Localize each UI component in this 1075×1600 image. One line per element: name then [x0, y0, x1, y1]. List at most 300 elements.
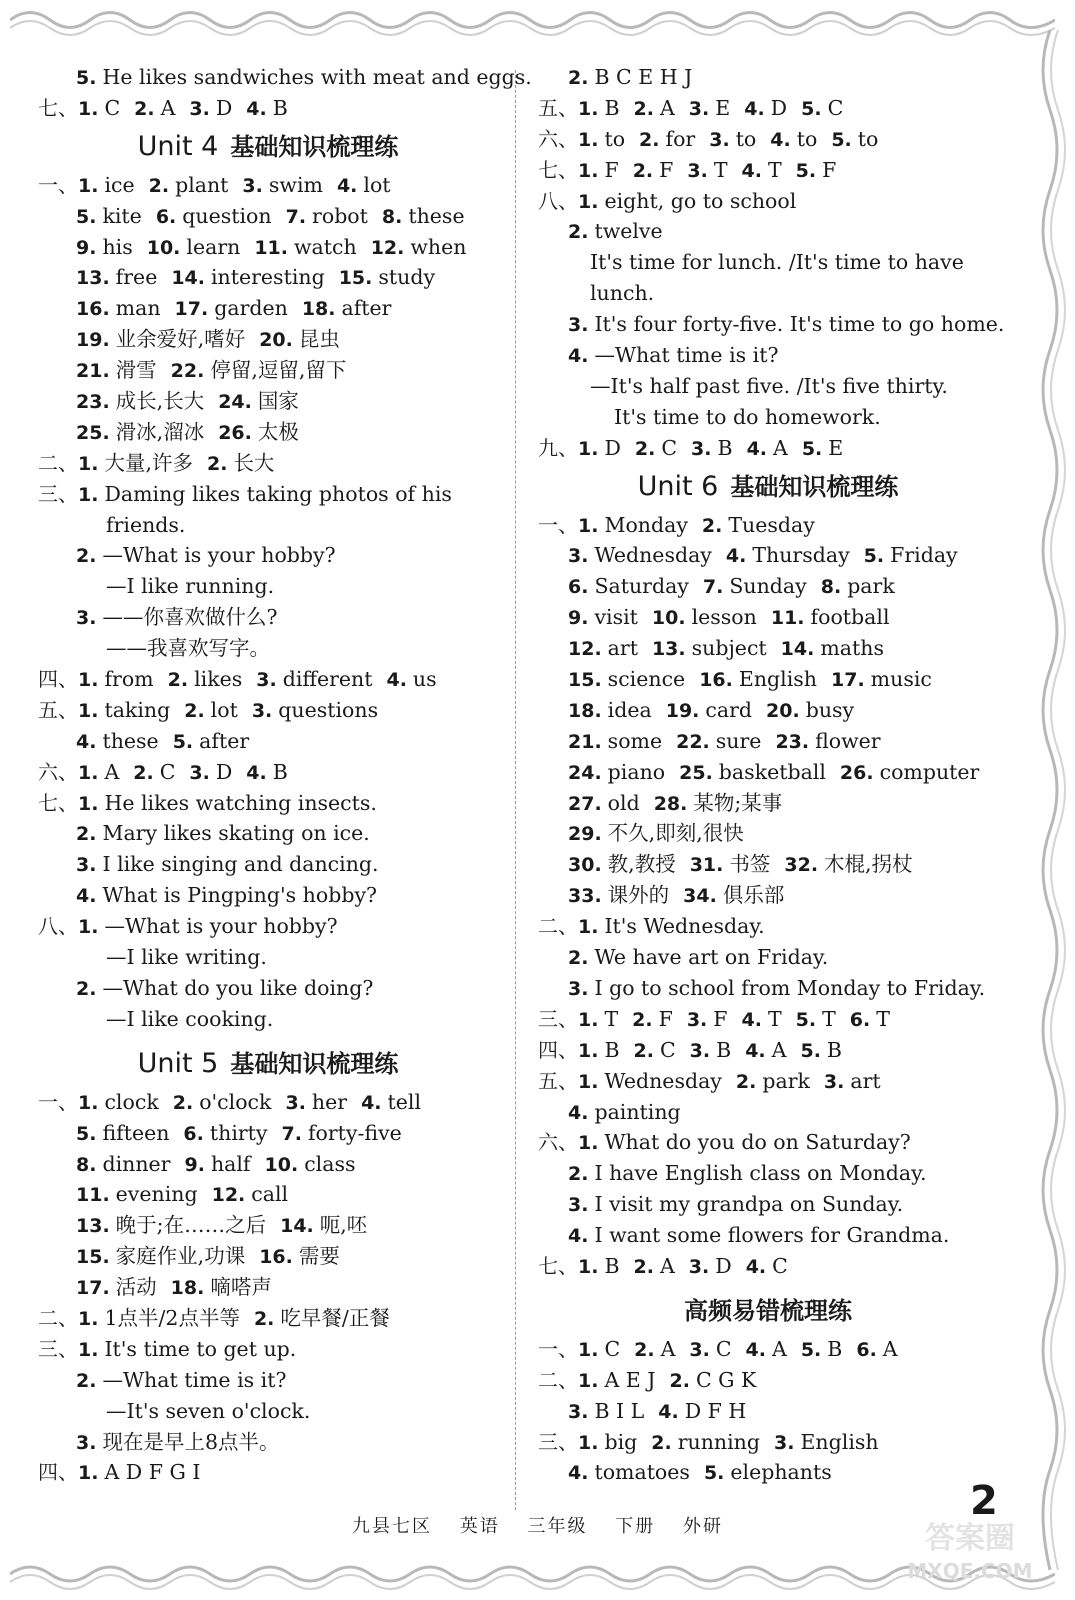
answer-text: F: [604, 157, 619, 182]
answer-line: [38, 1365, 498, 1396]
item-number: 2.: [634, 1338, 655, 1361]
answer-text: basketball: [718, 759, 826, 784]
item-number: 5.: [76, 205, 97, 228]
answer-text: T: [767, 1006, 782, 1031]
answer-text: 昆虫: [298, 327, 340, 352]
answer-line: [538, 1457, 998, 1488]
item-number: 12.: [211, 1184, 246, 1207]
answer-line: [538, 571, 998, 602]
answer-line: [38, 1241, 498, 1272]
answer-line: [538, 1066, 998, 1097]
answer-text: —I like writing.: [106, 945, 267, 970]
answer-line: [38, 664, 498, 695]
answer-line: [538, 540, 998, 571]
answer-text: Sunday: [729, 574, 807, 599]
item-number: 27.: [568, 792, 602, 815]
answer-text: 停留,逗留,留下: [210, 358, 347, 383]
decorative-wave-border-right: [1030, 30, 1070, 1570]
answer-line: [538, 186, 998, 217]
answer-text: —What is your hobby?: [104, 914, 338, 939]
item-number: 12.: [568, 638, 602, 661]
answer-text: clock: [104, 1089, 159, 1114]
answer-text: I go to school from Monday to Friday.: [594, 975, 986, 1000]
answer-text: ——你喜欢做什么?: [102, 605, 278, 630]
answer-line: [538, 278, 998, 309]
item-number: 11.: [76, 1184, 110, 1207]
answer-line: [38, 1303, 498, 1334]
answer-text: A: [882, 1336, 898, 1361]
answer-text: B: [827, 1336, 843, 1361]
unit-label: Unit 6: [637, 470, 719, 502]
answer-text: 课外的: [607, 883, 670, 908]
section-number: 四、: [38, 1460, 78, 1485]
answer-line: [538, 371, 998, 402]
section-number: 八、: [38, 914, 78, 939]
answer-text: Friday: [890, 543, 958, 568]
item-number: 17.: [831, 669, 865, 692]
answer-text: T: [876, 1006, 890, 1031]
item-number: 4.: [568, 345, 589, 368]
item-number: 21.: [568, 730, 602, 753]
answer-text: 吃早餐/正餐: [280, 1305, 390, 1330]
answer-line: [38, 448, 498, 479]
answer-line: [38, 695, 498, 726]
answer-text: A: [104, 759, 120, 784]
answer-line: [38, 1004, 498, 1035]
item-number: 4.: [746, 437, 768, 460]
item-number: 16.: [699, 669, 733, 692]
answer-line: [38, 1396, 498, 1427]
item-number: 2.: [639, 128, 660, 151]
answer-line: [538, 93, 998, 124]
answer-text: It's time to get up.: [104, 1336, 297, 1361]
answer-text: computer: [879, 759, 980, 784]
answer-text: dinner: [102, 1151, 171, 1176]
answer-line: [538, 62, 998, 93]
answer-line: [538, 1365, 998, 1396]
item-number: 14.: [280, 1215, 314, 1238]
answer-text: 呃,呸: [319, 1213, 368, 1238]
answer-text: likes: [194, 667, 243, 692]
item-number: 5.: [76, 1122, 97, 1145]
answer-text: C: [659, 1037, 676, 1062]
right-column: [538, 62, 1005, 1488]
item-number: 2.: [651, 1431, 672, 1454]
answer-text: I visit my grandpa on Sunday.: [594, 1192, 904, 1217]
answer-text: B: [716, 1037, 732, 1062]
item-number: 11.: [254, 236, 288, 259]
section-heading: [38, 124, 498, 170]
answer-text: —I like running.: [106, 574, 275, 599]
item-number: 1.: [78, 174, 99, 197]
answer-line: [538, 664, 998, 695]
item-number: 11.: [770, 607, 805, 630]
answer-text: A: [771, 1037, 787, 1062]
answer-line: [38, 1087, 498, 1118]
answer-line: [38, 293, 498, 324]
item-number: 3.: [76, 854, 97, 877]
answer-text: football: [810, 605, 890, 630]
answer-line: [38, 726, 498, 757]
answer-text: 晚于;在……之后: [115, 1213, 267, 1238]
answer-text: when: [410, 234, 467, 259]
item-number: 5.: [795, 159, 817, 182]
item-number: 9.: [184, 1153, 205, 1176]
item-number: 18.: [568, 699, 602, 722]
answer-text: to: [735, 126, 757, 151]
answer-text: —What do you like doing?: [102, 975, 374, 1000]
answer-text: her: [311, 1089, 348, 1114]
answer-text: 家庭作业,功课: [115, 1244, 246, 1269]
answer-text: 不久,即刻,很快: [607, 821, 744, 846]
answer-text: 滑雪: [115, 358, 157, 383]
answer-line: [538, 340, 998, 371]
item-number: 6.: [183, 1122, 204, 1145]
answer-line: [538, 757, 998, 788]
item-number: 10.: [146, 236, 181, 259]
answer-line: [538, 726, 998, 757]
answer-text: C: [715, 1336, 732, 1361]
answer-text: It's time to do homework.: [614, 404, 881, 429]
item-number: 3.: [285, 1091, 306, 1114]
answer-text: —What time is it?: [102, 1367, 287, 1392]
unit-label: Unit 5: [137, 1047, 219, 1079]
item-number: 4.: [76, 885, 97, 908]
item-number: 3.: [568, 1194, 589, 1217]
section-number: 五、: [538, 1068, 578, 1093]
section-number: 四、: [538, 1037, 578, 1062]
item-number: 17.: [174, 298, 209, 321]
answer-text: busy: [805, 697, 855, 722]
item-number: 32.: [784, 854, 819, 877]
answer-text: English: [800, 1429, 879, 1454]
item-number: 4.: [745, 1039, 766, 1062]
answer-text: C: [104, 95, 121, 120]
page-number: 2: [970, 1478, 998, 1524]
answer-text: o'clock: [199, 1089, 272, 1114]
answer-text: for: [665, 126, 696, 151]
item-number: 2.: [167, 669, 189, 692]
answer-line: [38, 93, 498, 124]
answer-text: 嘀嗒声: [210, 1275, 272, 1300]
answer-text: 业余爱好,嗜好: [115, 327, 246, 352]
item-number: 3.: [242, 174, 263, 197]
answer-text: F: [659, 157, 674, 182]
answer-text: Daming likes taking photos of his: [104, 481, 452, 506]
answer-text: I have English class on Monday.: [594, 1161, 927, 1186]
item-number: 26.: [839, 761, 874, 784]
answer-text: call: [251, 1182, 289, 1207]
answer-text: E: [828, 435, 844, 460]
answer-line: [38, 1334, 498, 1365]
answer-text: questions: [278, 697, 379, 722]
item-number: 1.: [78, 916, 99, 939]
answer-text: running: [677, 1429, 761, 1454]
footer-subject: 英语: [459, 1516, 500, 1537]
answer-line: [538, 1220, 998, 1251]
answer-text: swim: [268, 172, 323, 197]
item-number: 3.: [689, 1338, 710, 1361]
decorative-wave-border-top: [10, 0, 1055, 38]
item-number: 3.: [686, 1008, 708, 1031]
item-number: 4.: [336, 174, 358, 197]
item-number: 1.: [78, 1462, 99, 1485]
footer-edition: 外研: [682, 1516, 723, 1537]
answer-text: A: [659, 95, 675, 120]
watermark-logo: [880, 1518, 1060, 1588]
column-divider: [515, 70, 516, 1510]
answer-text: some: [607, 728, 663, 753]
item-number: 1.: [578, 437, 599, 460]
answer-line: [38, 324, 498, 355]
watermark-text: MXQE.COM: [907, 1559, 1033, 1583]
answer-line: [538, 309, 1005, 340]
item-number: 26.: [218, 421, 252, 444]
answer-text: kite: [102, 203, 142, 228]
answer-text: to: [857, 126, 879, 151]
answer-text: What do you do on Saturday?: [604, 1130, 911, 1155]
section-number: 八、: [538, 188, 578, 213]
item-number: 1.: [578, 1132, 599, 1155]
answer-text: tell: [387, 1089, 421, 1114]
item-number: 1.: [578, 128, 599, 151]
answer-line: [38, 1457, 498, 1488]
answer-line: [38, 788, 498, 819]
answer-text: ice: [104, 172, 135, 197]
item-number: 16.: [76, 298, 110, 321]
answer-line: [538, 1396, 998, 1427]
item-number: 2.: [568, 67, 589, 89]
answer-line: [38, 355, 498, 386]
item-number: 1.: [78, 452, 99, 475]
answer-text: lunch.: [590, 281, 655, 306]
item-number: 28.: [653, 792, 688, 815]
item-number: 13.: [76, 267, 110, 290]
answer-line: [38, 973, 498, 1004]
answer-text: big: [604, 1429, 638, 1454]
answer-line: [538, 216, 998, 247]
answer-text: —I like cooking.: [106, 1006, 274, 1031]
item-number: 4.: [744, 97, 765, 120]
answer-line: [38, 602, 498, 633]
item-number: 17.: [76, 1277, 110, 1300]
answer-text: A: [660, 1336, 676, 1361]
item-number: 2.: [735, 1070, 757, 1093]
answer-line: [538, 1097, 998, 1128]
answer-text: lesson: [691, 605, 757, 630]
answer-text: taking: [104, 697, 171, 722]
item-number: 2.: [76, 545, 97, 568]
answer-text: B: [604, 1037, 620, 1062]
answer-text: garden: [214, 296, 288, 321]
item-number: 15.: [568, 669, 602, 692]
answer-text: 书签: [729, 852, 771, 877]
item-number: 1.: [78, 1338, 99, 1361]
item-number: 1.: [578, 1008, 599, 1031]
item-number: 15.: [76, 1246, 110, 1269]
answer-text: B: [604, 1253, 620, 1278]
answer-text: his: [102, 234, 133, 259]
answer-line: [538, 1158, 998, 1189]
answer-text: flower: [815, 728, 881, 753]
answer-text: Mary likes skating on ice.: [102, 821, 370, 846]
answer-line: [538, 1035, 998, 1066]
item-number: 3.: [687, 159, 708, 182]
answer-line: [38, 1272, 498, 1303]
answer-line: [538, 510, 998, 541]
answer-text: watch: [294, 234, 357, 259]
item-number: 2.: [133, 761, 154, 784]
item-number: 12.: [370, 236, 405, 259]
answer-text: from: [104, 667, 154, 692]
answer-text: —What is your hobby?: [102, 543, 336, 568]
item-number: 7.: [281, 1122, 302, 1145]
item-number: 3.: [251, 699, 273, 722]
answer-text: —It's seven o'clock.: [106, 1398, 311, 1423]
answer-line: [538, 788, 998, 819]
item-number: 13.: [76, 1215, 110, 1238]
answer-text: art: [850, 1068, 881, 1093]
answer-text: 成长,长大: [115, 389, 205, 414]
item-number: 6.: [568, 576, 589, 599]
answer-text: plant: [175, 172, 229, 197]
answer-line: [538, 1427, 998, 1458]
answer-text: 某物;某事: [693, 790, 783, 815]
item-number: 5.: [703, 1462, 725, 1485]
item-number: 3.: [568, 314, 589, 337]
answer-text: us: [412, 667, 437, 692]
answer-text: question: [182, 203, 272, 228]
answer-text: He likes watching insects.: [104, 790, 377, 815]
item-number: 13.: [651, 638, 686, 661]
answer-text: F: [658, 1006, 673, 1031]
section-number: 七、: [38, 95, 78, 120]
answer-line: [538, 155, 998, 186]
answer-line: [538, 695, 998, 726]
answer-text: D: [770, 95, 788, 120]
answer-text: Saturday: [594, 574, 689, 599]
answer-text: —What time is it?: [594, 343, 779, 368]
item-number: 3.: [774, 1431, 795, 1454]
section-number: 五、: [38, 697, 78, 722]
item-number: 6.: [856, 1338, 877, 1361]
item-number: 2.: [184, 699, 205, 722]
answer-text: park: [847, 574, 895, 599]
answer-line: [538, 849, 998, 880]
answer-text: 教,教授: [607, 852, 676, 877]
item-number: 1.: [78, 1307, 99, 1330]
footer-grade: 三年级: [527, 1516, 588, 1537]
item-number: 3.: [688, 97, 710, 120]
section-number: 二、: [38, 1305, 78, 1330]
item-number: 10.: [264, 1153, 299, 1176]
footer-volume: 下册: [615, 1516, 656, 1537]
answer-text: fifteen: [102, 1120, 170, 1145]
item-number: 2.: [669, 1369, 690, 1392]
item-number: 1.: [578, 1039, 599, 1062]
item-number: 6.: [849, 1008, 871, 1031]
svg-text:答案圈: 答案圈: [925, 1521, 1015, 1556]
answer-text: subject: [691, 636, 767, 661]
answer-text: to: [796, 126, 818, 151]
item-number: 1.: [578, 1070, 599, 1093]
section-number: 三、: [538, 1429, 578, 1454]
answer-text: It's Wednesday.: [604, 914, 765, 939]
answer-text: sure: [715, 728, 762, 753]
answer-text: half: [210, 1151, 251, 1176]
answer-text: E: [715, 95, 731, 120]
item-number: 3.: [189, 97, 210, 120]
section-number: 二、: [538, 1367, 578, 1392]
answer-line: [38, 232, 498, 263]
answer-text: visit: [594, 605, 638, 630]
answer-text: —It's half past five. /It's five thirty.: [590, 373, 948, 398]
item-number: 4.: [658, 1400, 679, 1423]
answer-text: C: [827, 95, 844, 120]
item-number: 4.: [770, 128, 791, 151]
answer-line: [538, 880, 998, 911]
item-number: 3.: [823, 1070, 845, 1093]
item-number: 4.: [76, 730, 97, 753]
answer-text: art: [607, 636, 638, 661]
section-number: 一、: [538, 1336, 578, 1361]
answer-line: [538, 1334, 998, 1365]
answer-text: idea: [607, 697, 652, 722]
answer-text: C: [772, 1253, 788, 1278]
item-number: 3.: [76, 607, 97, 630]
item-number: 2.: [76, 1369, 97, 1392]
item-number: 31.: [689, 854, 724, 877]
item-number: 1.: [578, 190, 599, 213]
answer-line: [538, 402, 998, 433]
item-number: 3.: [691, 437, 712, 460]
answer-text: C: [159, 759, 176, 784]
answer-text: A: [772, 1336, 787, 1361]
item-number: 4.: [568, 1101, 589, 1124]
answer-text: after: [341, 296, 392, 321]
section-number: 三、: [38, 1336, 78, 1361]
left-column: [38, 62, 532, 1488]
item-number: 1.: [78, 97, 99, 120]
item-number: 30.: [568, 854, 602, 877]
item-number: 2.: [568, 221, 589, 244]
answer-text: T: [822, 1006, 836, 1031]
answer-line: [38, 479, 498, 510]
answer-text: T: [713, 157, 728, 182]
item-number: 33.: [568, 885, 602, 908]
section-number: 七、: [538, 1253, 578, 1278]
answer-text: B: [604, 95, 620, 120]
section-heading: [538, 464, 998, 510]
item-number: 4.: [386, 669, 407, 692]
item-number: 4.: [741, 159, 762, 182]
item-number: 2.: [701, 514, 723, 537]
answer-text: B: [826, 1037, 842, 1062]
item-number: 6.: [155, 205, 177, 228]
answer-text: D: [604, 435, 621, 460]
item-number: 24.: [218, 391, 252, 414]
answer-text: free: [115, 265, 158, 290]
item-number: 2.: [633, 1039, 654, 1062]
item-number: 2.: [634, 437, 656, 460]
answer-text: different: [282, 667, 373, 692]
answer-text: I like singing and dancing.: [102, 852, 379, 877]
answer-text: D: [215, 95, 233, 120]
item-number: 2.: [76, 977, 97, 1000]
item-number: 9.: [76, 236, 97, 259]
answer-line: [38, 1427, 498, 1458]
answer-text: 木棍,拐杖: [824, 852, 913, 877]
